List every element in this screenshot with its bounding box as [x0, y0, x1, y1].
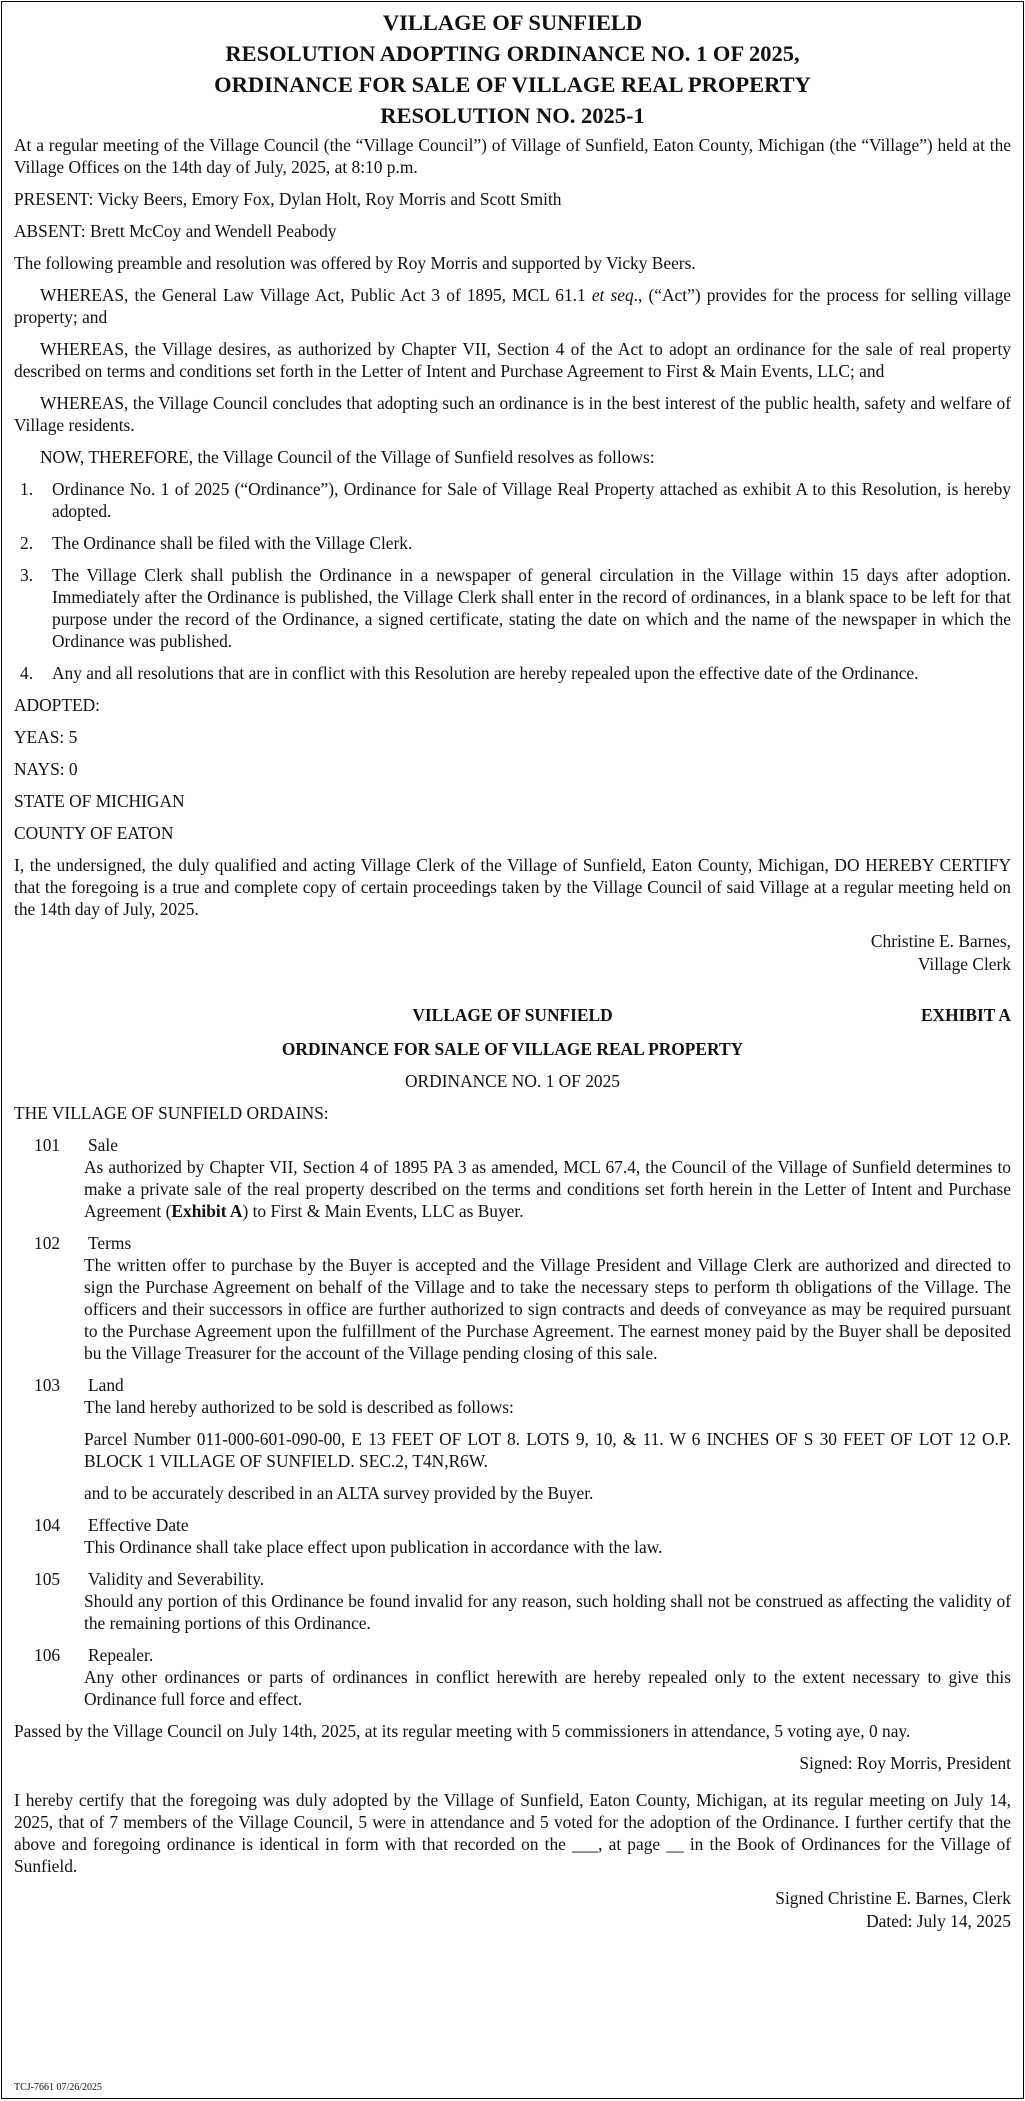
- passed-statement: Passed by the Village Council on July 14th, 2025, at its regular meeting with 5 commissioners in attendance, 5 voting aye, 0 nay.: [14, 1721, 911, 1741]
- present-members: PRESENT: Vicky Beers, Emory Fox, Dylan Holt, Roy Morris and Scott Smith: [14, 189, 562, 209]
- section-text-b: ) to First & Main Events, LLC as Buyer.: [242, 1201, 524, 1221]
- section-text-bold: Exhibit A: [171, 1201, 243, 1221]
- clerk-signature-name: Christine E. Barnes,: [870, 931, 1011, 951]
- resolution-intro: At a regular meeting of the Village Council (the “Village Council”) of Village of Sunfield, Eaton County, Michigan (the “Village”) held at the Village Offices on the 14th day of July, 2025, at 8:10 p.m.: [14, 135, 1011, 177]
- offered-by: The following preamble and resolution was offered by Roy Morris and supported by Vicky Beers.: [14, 253, 696, 273]
- item-text: Any and all resolutions that are in conflict with this Resolution are hereby repealed upon the effective date of the Ordinance.: [52, 663, 919, 683]
- list-item: [14, 478, 1011, 522]
- section-number: 106: [34, 1645, 61, 1665]
- section-heading: Sale: [88, 1135, 118, 1155]
- section-number: 102: [34, 1233, 61, 1253]
- section-101: [14, 1134, 1011, 1222]
- list-item: [14, 564, 1011, 652]
- section-text: and to be accurately described in an ALTA survey provided by the Buyer.: [84, 1483, 594, 1503]
- whereas-1-text-b: ., (“Act”) provides for the process for selling village property; and: [14, 285, 1011, 327]
- adopted-label: ADOPTED:: [14, 695, 100, 715]
- whereas-3: WHEREAS, the Village Council concludes that adopting such an ordinance is in the best interest of the public health, safety and welfare of Village residents.: [14, 393, 1011, 435]
- section-heading: Effective Date: [88, 1515, 189, 1535]
- section-heading: Repealer.: [88, 1645, 154, 1665]
- ordains-heading: THE VILLAGE OF SUNFIELD ORDAINS:: [14, 1103, 329, 1123]
- section-number: 105: [34, 1569, 61, 1589]
- absent-members: ABSENT: Brett McCoy and Wendell Peabody: [14, 221, 337, 241]
- parcel-description: Parcel Number 011-000-601-090-00, E 13 FEET OF LOT 8. LOTS 9, 10, & 11. W 6 INCHES OF S 30 FEET OF LOT 12 O.P. BLOCK 1 VILLAGE OF SUNFIELD. SEC.2, T4N,R6W.: [84, 1429, 1011, 1471]
- clerk-signed: Signed Christine E. Barnes, Clerk: [775, 1888, 1011, 1908]
- exhibit-village-name: VILLAGE OF SUNFIELD: [412, 1005, 613, 1025]
- clerk-certification: I, the undersigned, the duly qualified and acting Village Clerk of the Village of Sunfield, Eaton County, Michigan, DO HEREBY CERTIFY that the foregoing is a true and complete copy of certain proceedings taken by the Village Council of said Village at a regular meeting held on the 14th day of July, 2025.: [14, 855, 1011, 919]
- nays-count: NAYS: 0: [14, 759, 78, 779]
- ordinance-title: ORDINANCE FOR SALE OF VILLAGE REAL PROPERTY: [281, 1039, 744, 1059]
- county-label: COUNTY OF EATON: [14, 823, 174, 843]
- publication-code: TCJ-7661 07/26/2025: [14, 2082, 103, 2093]
- section-heading: Land: [88, 1375, 124, 1395]
- section-102: [14, 1232, 1011, 1364]
- section-103: [14, 1374, 1011, 1504]
- notice-title-number: RESOLUTION NO. 2025-1: [380, 103, 645, 128]
- notice-title-ordinance: ORDINANCE FOR SALE OF VILLAGE REAL PROPERTY: [214, 72, 811, 97]
- adoption-certification: I hereby certify that the foregoing was duly adopted by the Village of Sunfield, Eaton County, Michigan, at its regular meeting on July 14, 2025, that of 7 members of the Village Council, 5 were in attendance and 5 voted for the adoption of the Ordinance. I further certify that the above and foregoing ordinance is identical in form with that recorded on the ___, at page __ in the Book of Ordinances for the Village of Sunfield.: [14, 1790, 1011, 1876]
- list-item: [14, 662, 1011, 684]
- yeas-count: YEAS: 5: [14, 727, 78, 747]
- section-text: [84, 1156, 1011, 1222]
- section-text-a: As authorized by Chapter VII, Section 4 of 1895 PA 3 as amended, MCL 67.4, the Council of the Village of Sunfield determines to make a private sale of the real property described on the terms and conditions set forth herein in the Letter of Intent and Purchase Agreement (: [84, 1157, 1011, 1221]
- whereas-2: WHEREAS, the Village desires, as authorized by Chapter VII, Section 4 of the Act to adopt an ordinance for the sale of real property described on terms and conditions set forth in the Letter of Intent and Purchase Agreement to First & Main Events, LLC; and: [14, 339, 1011, 381]
- whereas-1-text-a: WHEREAS, the General Law Village Act, Public Act 3 of 1895, MCL 61.1: [40, 285, 592, 305]
- resolution-items: [14, 478, 1011, 684]
- section-number: 104: [34, 1515, 61, 1535]
- now-therefore: NOW, THEREFORE, the Village Council of the Village of Sunfield resolves as follows:: [40, 447, 655, 467]
- section-text: Should any portion of this Ordinance be found invalid for any reason, such holding shall not be construed as affecting the validity of the remaining portions of this Ordinance.: [84, 1591, 1011, 1633]
- whereas-1-italic: et seq: [591, 285, 634, 305]
- item-text: The Ordinance shall be filed with the Village Clerk.: [52, 533, 413, 553]
- notice-title-village: VILLAGE OF SUNFIELD: [382, 10, 643, 35]
- item-text: Ordinance No. 1 of 2025 (“Ordinance”), Ordinance for Sale of Village Real Property attached as exhibit A to this Resolution, is hereby adopted.: [52, 479, 1011, 521]
- section-106: [14, 1644, 1011, 1710]
- section-heading: Terms: [88, 1233, 132, 1253]
- legal-notice: [1, 1, 1024, 2099]
- exhibit-label: EXHIBIT A: [920, 1005, 1011, 1025]
- section-105: [14, 1568, 1011, 1634]
- section-heading: Validity and Severability.: [88, 1569, 265, 1589]
- president-signature: Signed: Roy Morris, President: [799, 1753, 1011, 1773]
- dated-line: Dated: July 14, 2025: [866, 1911, 1011, 1931]
- section-text: The land hereby authorized to be sold is described as follows:: [84, 1397, 514, 1417]
- item-number: 2.: [20, 533, 34, 553]
- section-number: 103: [34, 1375, 61, 1395]
- state-label: STATE OF MICHIGAN: [14, 791, 185, 811]
- whereas-1: [14, 284, 1011, 328]
- notice-title-resolution: RESOLUTION ADOPTING ORDINANCE NO. 1 OF 2025,: [225, 41, 800, 66]
- item-number: 4.: [20, 663, 34, 683]
- item-text: The Village Clerk shall publish the Ordinance in a newspaper of general circulation in the Village within 15 days after adoption. Immediately after the Ordinance is published, the Village Clerk shall enter in the record of ordinances, in a blank space to be left for that purpose under the record of the Ordinance, a signed certificate, stating the date on which and the name of the newspaper in which the Ordinance was published.: [52, 565, 1011, 651]
- section-text: Any other ordinances or parts of ordinances in conflict herewith are hereby repealed only to the extent necessary to give this Ordinance full force and effect.: [84, 1667, 1011, 1709]
- item-number: 1.: [20, 479, 34, 499]
- item-number: 3.: [20, 565, 34, 585]
- section-104: [14, 1514, 1011, 1558]
- section-number: 101: [34, 1135, 61, 1155]
- ordinance-number: ORDINANCE NO. 1 OF 2025: [405, 1071, 620, 1091]
- clerk-signature-title: Village Clerk: [917, 954, 1011, 974]
- list-item: [14, 532, 1011, 554]
- section-text: This Ordinance shall take place effect upon publication in accordance with the law.: [84, 1537, 663, 1557]
- section-text: The written offer to purchase by the Buyer is accepted and the Village President and Village Clerk are authorized and directed to sign the Purchase Agreement on behalf of the Village and to take the necessary steps to perform th obligations of the Village. The officers and their successors in office are further authorized to sign contracts and deeds of conveyance as may be required pursuant to the Purchase Agreement upon the fulfillment of the Purchase Agreement. The earnest money paid by the Buyer shall be deposited bu the Village Treasurer for the account of the Village pending closing of this sale.: [84, 1255, 1011, 1363]
- exhibit-header: [14, 1004, 1011, 1028]
